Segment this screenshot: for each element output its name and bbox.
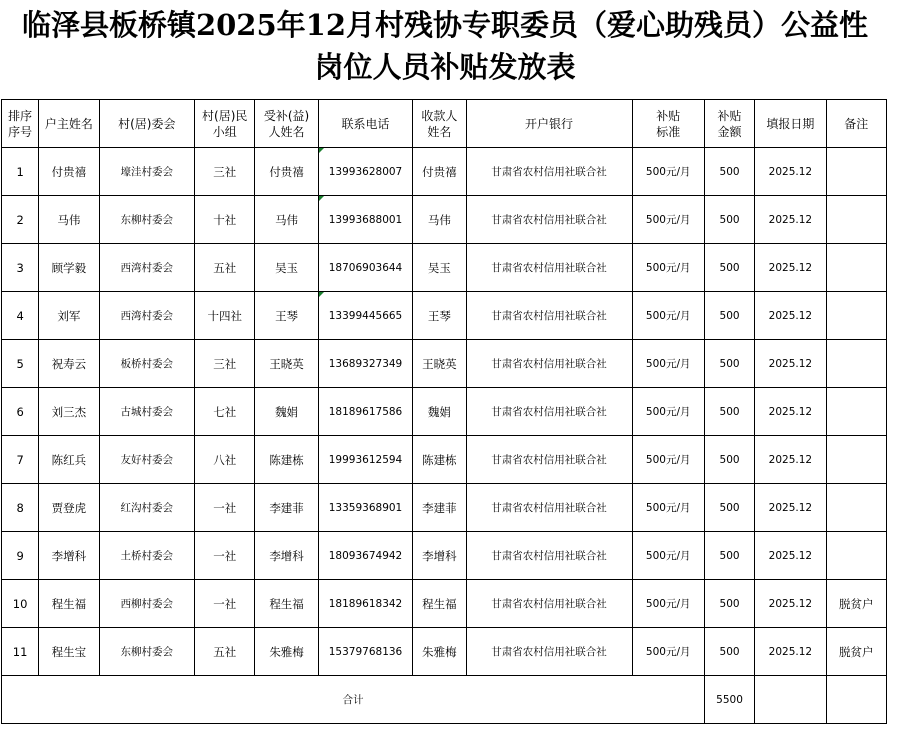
cell-household-head[interactable]: 李增科 xyxy=(39,532,99,580)
cell-phone[interactable]: 19993612594 xyxy=(318,436,413,484)
cell-no[interactable]: 5 xyxy=(2,340,39,388)
cell-date[interactable]: 2025.12 xyxy=(755,628,826,676)
cell-bank[interactable]: 甘肃省农村信用社联合社 xyxy=(466,148,632,196)
cell-no[interactable]: 11 xyxy=(2,628,39,676)
cell-note[interactable] xyxy=(826,484,886,532)
cell-amount[interactable]: 500 xyxy=(704,148,754,196)
cell-payee[interactable]: 马伟 xyxy=(413,196,466,244)
cell-date[interactable]: 2025.12 xyxy=(755,244,826,292)
col-header-standard[interactable]: 补贴标准 xyxy=(632,100,704,148)
cell-group[interactable]: 十社 xyxy=(195,196,255,244)
cell-payee[interactable]: 朱雅梅 xyxy=(413,628,466,676)
cell-payee[interactable]: 李增科 xyxy=(413,532,466,580)
cell-amount[interactable]: 500 xyxy=(704,484,754,532)
cell-bank[interactable]: 甘肃省农村信用社联合社 xyxy=(466,388,632,436)
cell-group[interactable]: 五社 xyxy=(195,244,255,292)
cell-payee[interactable]: 陈建栋 xyxy=(413,436,466,484)
cell-village[interactable]: 土桥村委会 xyxy=(99,532,195,580)
cell-standard[interactable]: 500元/月 xyxy=(632,196,704,244)
cell-household-head[interactable]: 刘军 xyxy=(39,292,99,340)
table-row xyxy=(2,484,887,532)
cell-group[interactable]: 十四社 xyxy=(195,292,255,340)
cell-group[interactable]: 一社 xyxy=(195,484,255,532)
total-amount[interactable]: 5500 xyxy=(704,676,754,724)
cell-note[interactable] xyxy=(826,532,886,580)
title-line-1: 临泽县板桥镇2025年12月村残协专职委员（爱心助残员）公益性 xyxy=(21,8,869,42)
col-header-no[interactable]: 排序序号 xyxy=(2,100,39,148)
cell-bank[interactable]: 甘肃省农村信用社联合社 xyxy=(466,580,632,628)
cell-payee[interactable]: 李建菲 xyxy=(413,484,466,532)
cell-payee[interactable]: 吴玉 xyxy=(413,244,466,292)
cell-village[interactable]: 板桥村委会 xyxy=(99,340,195,388)
cell-note[interactable]: 脱贫户 xyxy=(826,628,886,676)
cell-bank[interactable]: 甘肃省农村信用社联合社 xyxy=(466,436,632,484)
cell-note[interactable] xyxy=(826,388,886,436)
cell-household-head[interactable]: 付贵禧 xyxy=(39,148,99,196)
cell-household-head[interactable]: 贾登虎 xyxy=(39,484,99,532)
table-row xyxy=(2,244,887,292)
cell-household-head[interactable]: 陈红兵 xyxy=(39,436,99,484)
cell-household-head[interactable]: 马伟 xyxy=(39,196,99,244)
cell-no[interactable]: 4 xyxy=(2,292,39,340)
cell-household-head[interactable]: 程生福 xyxy=(39,580,99,628)
cell-standard[interactable]: 500元/月 xyxy=(632,532,704,580)
cell-village[interactable]: 西湾村委会 xyxy=(99,292,195,340)
cell-phone[interactable]: 13993628007 xyxy=(318,148,413,196)
cell-bank[interactable]: 甘肃省农村信用社联合社 xyxy=(466,532,632,580)
cell-recipient[interactable]: 王琴 xyxy=(255,292,318,340)
cell-group[interactable]: 七社 xyxy=(195,388,255,436)
cell-household-head[interactable]: 顾学毅 xyxy=(39,244,99,292)
cell-village[interactable]: 友好村委会 xyxy=(99,436,195,484)
header-row xyxy=(2,100,887,148)
cell-no[interactable]: 8 xyxy=(2,484,39,532)
cell-village[interactable]: 东柳村委会 xyxy=(99,628,195,676)
cell-phone[interactable]: 15379768136 xyxy=(318,628,413,676)
cell-recipient[interactable]: 陈建栋 xyxy=(255,436,318,484)
cell-amount[interactable]: 500 xyxy=(704,244,754,292)
cell-date[interactable]: 2025.12 xyxy=(755,580,826,628)
col-header-village[interactable]: 村(居)委会 xyxy=(99,100,195,148)
cell-note[interactable] xyxy=(826,244,886,292)
cell-date[interactable]: 2025.12 xyxy=(755,532,826,580)
cell-phone[interactable]: 18706903644 xyxy=(318,244,413,292)
total-label[interactable]: 合计 xyxy=(2,676,705,724)
cell-amount[interactable]: 500 xyxy=(704,532,754,580)
col-header-phone[interactable]: 联系电话 xyxy=(318,100,413,148)
cell-recipient[interactable]: 魏娟 xyxy=(255,388,318,436)
cell-standard[interactable]: 500元/月 xyxy=(632,148,704,196)
cell-phone[interactable]: 18189617586 xyxy=(318,388,413,436)
cell-group[interactable]: 三社 xyxy=(195,340,255,388)
total-row xyxy=(2,676,887,724)
cell-standard[interactable]: 500元/月 xyxy=(632,292,704,340)
cell-no[interactable]: 7 xyxy=(2,436,39,484)
cell-standard[interactable]: 500元/月 xyxy=(632,244,704,292)
cell-note[interactable] xyxy=(826,292,886,340)
cell-no[interactable]: 9 xyxy=(2,532,39,580)
cell-note[interactable] xyxy=(826,148,886,196)
document-title xyxy=(0,4,890,88)
cell-recipient[interactable]: 李建菲 xyxy=(255,484,318,532)
col-header-note[interactable]: 备注 xyxy=(826,100,886,148)
cell-no[interactable]: 3 xyxy=(2,244,39,292)
cell-phone[interactable]: 13689327349 xyxy=(318,340,413,388)
col-header-amount[interactable]: 补贴金额 xyxy=(704,100,754,148)
cell-date[interactable]: 2025.12 xyxy=(755,388,826,436)
table-row xyxy=(2,628,887,676)
cell-payee[interactable]: 程生福 xyxy=(413,580,466,628)
cell-bank[interactable]: 甘肃省农村信用社联合社 xyxy=(466,484,632,532)
cell-no[interactable]: 2 xyxy=(2,196,39,244)
cell-payee[interactable]: 王晓英 xyxy=(413,340,466,388)
table-row xyxy=(2,148,887,196)
table-body xyxy=(2,148,887,724)
table-row xyxy=(2,580,887,628)
col-header-payee[interactable]: 收款人姓名 xyxy=(413,100,466,148)
cell-note[interactable] xyxy=(826,340,886,388)
cell-amount[interactable]: 500 xyxy=(704,388,754,436)
cell-group[interactable]: 一社 xyxy=(195,532,255,580)
cell-group[interactable]: 三社 xyxy=(195,148,255,196)
cell-recipient[interactable]: 王晓英 xyxy=(255,340,318,388)
cell-recipient[interactable]: 马伟 xyxy=(255,196,318,244)
cell-phone[interactable]: 13993688001 xyxy=(318,196,413,244)
cell-amount[interactable]: 500 xyxy=(704,436,754,484)
cell-bank[interactable]: 甘肃省农村信用社联合社 xyxy=(466,244,632,292)
cell-date[interactable]: 2025.12 xyxy=(755,484,826,532)
col-header-date[interactable]: 填报日期 xyxy=(755,100,826,148)
cell-bank[interactable]: 甘肃省农村信用社联合社 xyxy=(466,196,632,244)
comment-marker-icon xyxy=(319,148,324,153)
cell-standard[interactable]: 500元/月 xyxy=(632,580,704,628)
cell-village[interactable]: 西柳村委会 xyxy=(99,580,195,628)
cell-date[interactable]: 2025.12 xyxy=(755,148,826,196)
cell-village[interactable]: 东柳村委会 xyxy=(99,196,195,244)
cell-no[interactable]: 1 xyxy=(2,148,39,196)
cell-standard[interactable]: 500元/月 xyxy=(632,436,704,484)
table-row xyxy=(2,292,887,340)
cell-date[interactable]: 2025.12 xyxy=(755,340,826,388)
cell-amount[interactable]: 500 xyxy=(704,340,754,388)
cell-date[interactable]: 2025.12 xyxy=(755,196,826,244)
cell-household-head[interactable]: 刘三杰 xyxy=(39,388,99,436)
cell-recipient[interactable]: 付贵禧 xyxy=(255,148,318,196)
cell-date[interactable]: 2025.12 xyxy=(755,292,826,340)
cell-recipient[interactable]: 吴玉 xyxy=(255,244,318,292)
cell-note[interactable] xyxy=(826,436,886,484)
table-row xyxy=(2,436,887,484)
cell-phone[interactable]: 18093674942 xyxy=(318,532,413,580)
cell-group[interactable]: 五社 xyxy=(195,628,255,676)
cell-note[interactable]: 脱贫户 xyxy=(826,580,886,628)
cell-standard[interactable]: 500元/月 xyxy=(632,388,704,436)
cell-recipient[interactable]: 程生福 xyxy=(255,580,318,628)
table-row xyxy=(2,196,887,244)
col-header-recipient[interactable]: 受补(益)人姓名 xyxy=(255,100,318,148)
cell-bank[interactable]: 甘肃省农村信用社联合社 xyxy=(466,628,632,676)
table-row xyxy=(2,532,887,580)
cell-village[interactable]: 壕洼村委会 xyxy=(99,148,195,196)
col-header-household-head[interactable]: 户主姓名 xyxy=(39,100,99,148)
col-header-group[interactable]: 村(居)民小组 xyxy=(195,100,255,148)
cell-group[interactable]: 八社 xyxy=(195,436,255,484)
cell-phone[interactable]: 13399445665 xyxy=(318,292,413,340)
total-empty-date[interactable] xyxy=(755,676,826,724)
cell-no[interactable]: 6 xyxy=(2,388,39,436)
cell-recipient[interactable]: 朱雅梅 xyxy=(255,628,318,676)
cell-group[interactable]: 一社 xyxy=(195,580,255,628)
cell-payee[interactable]: 王琴 xyxy=(413,292,466,340)
table-row xyxy=(2,340,887,388)
cell-amount[interactable]: 500 xyxy=(704,292,754,340)
cell-note[interactable] xyxy=(826,196,886,244)
table-row xyxy=(2,388,887,436)
cell-payee[interactable]: 魏娟 xyxy=(413,388,466,436)
cell-village[interactable]: 红沟村委会 xyxy=(99,484,195,532)
cell-standard[interactable]: 500元/月 xyxy=(632,340,704,388)
subsidy-table xyxy=(1,99,887,724)
cell-household-head[interactable]: 祝寿云 xyxy=(39,340,99,388)
title-line-2: 岗位人员补贴发放表 xyxy=(314,50,576,84)
cell-phone[interactable]: 18189618342 xyxy=(318,580,413,628)
cell-payee[interactable]: 付贵禧 xyxy=(413,148,466,196)
comment-marker-icon xyxy=(319,196,324,201)
comment-marker-icon xyxy=(319,292,324,297)
cell-village[interactable]: 西湾村委会 xyxy=(99,244,195,292)
cell-phone[interactable]: 13359368901 xyxy=(318,484,413,532)
cell-standard[interactable]: 500元/月 xyxy=(632,628,704,676)
cell-date[interactable]: 2025.12 xyxy=(755,436,826,484)
cell-village[interactable]: 古城村委会 xyxy=(99,388,195,436)
col-header-bank[interactable]: 开户银行 xyxy=(466,100,632,148)
cell-household-head[interactable]: 程生宝 xyxy=(39,628,99,676)
cell-amount[interactable]: 500 xyxy=(704,196,754,244)
cell-amount[interactable]: 500 xyxy=(704,580,754,628)
cell-standard[interactable]: 500元/月 xyxy=(632,484,704,532)
cell-recipient[interactable]: 李增科 xyxy=(255,532,318,580)
cell-no[interactable]: 10 xyxy=(2,580,39,628)
cell-amount[interactable]: 500 xyxy=(704,628,754,676)
cell-bank[interactable]: 甘肃省农村信用社联合社 xyxy=(466,292,632,340)
total-empty-note[interactable] xyxy=(826,676,886,724)
cell-bank[interactable]: 甘肃省农村信用社联合社 xyxy=(466,340,632,388)
